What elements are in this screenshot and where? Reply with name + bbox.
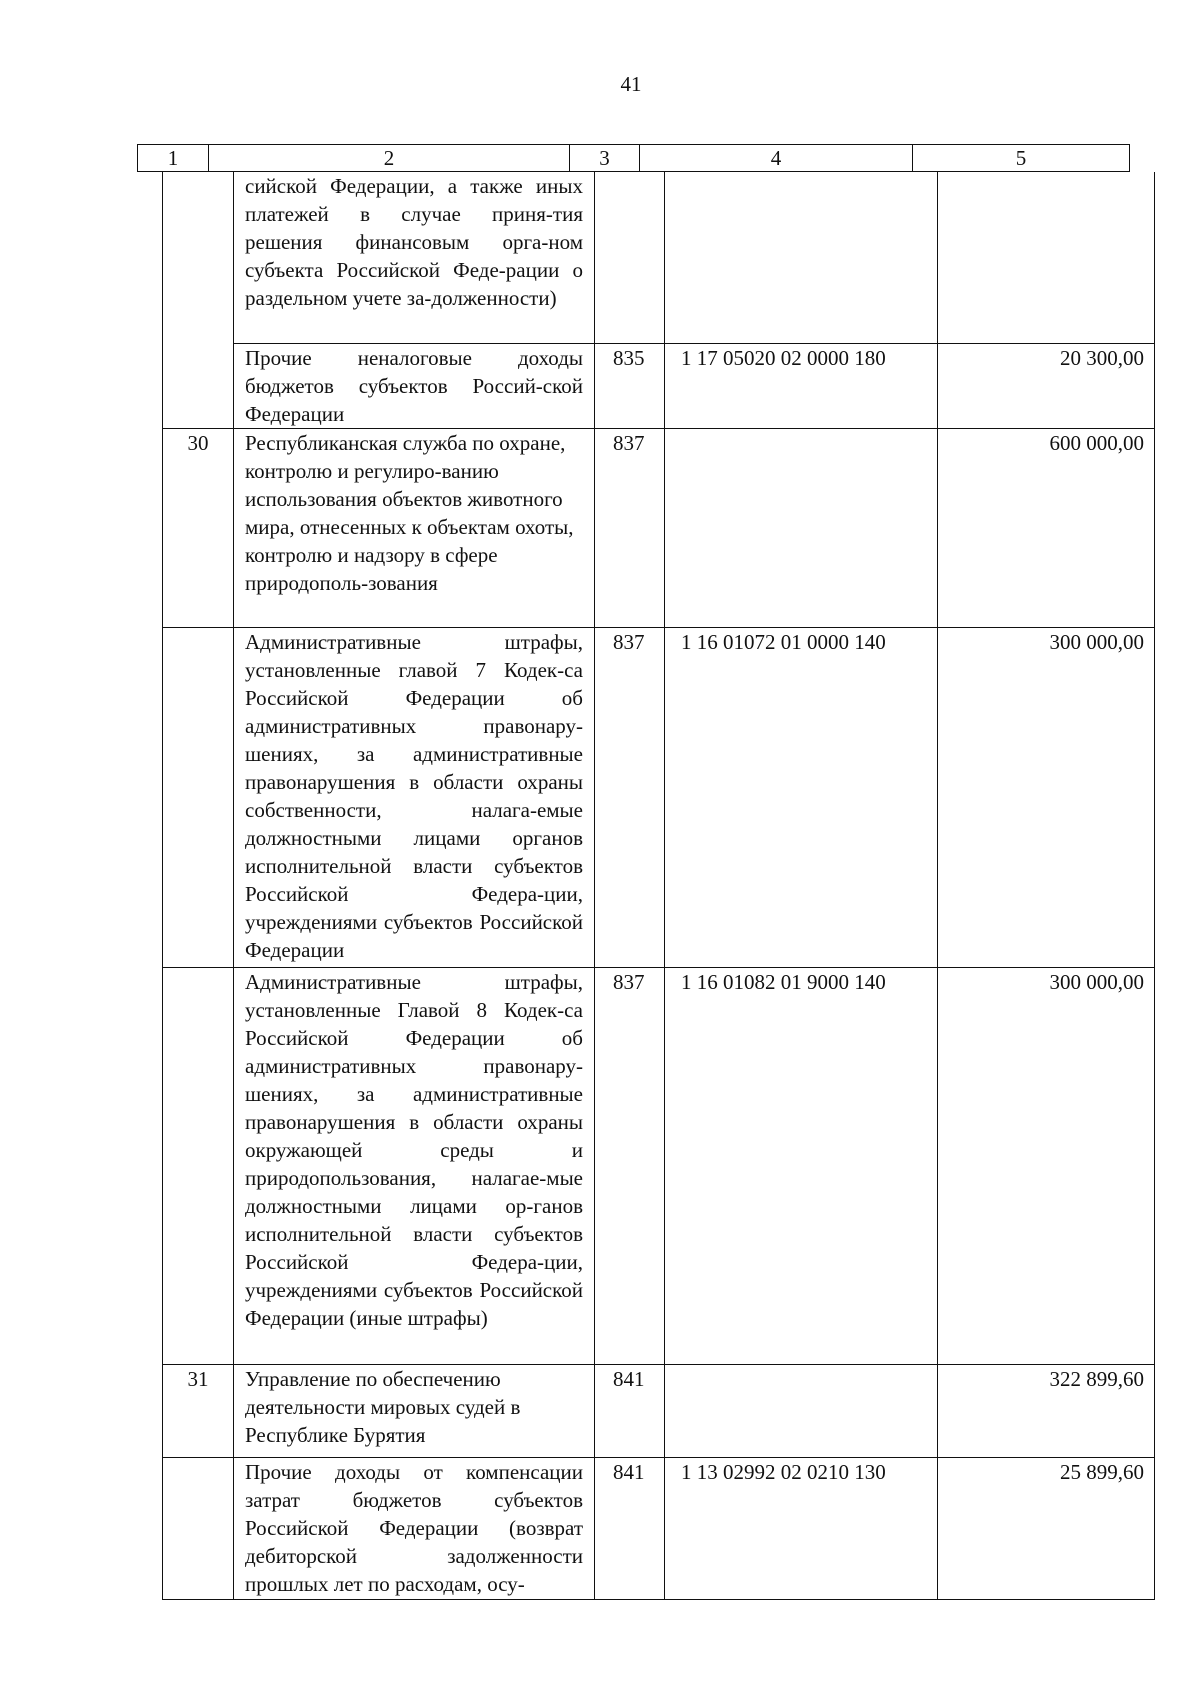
revenue-name: Прочие неналоговые доходы бюджетов субъектов Россий-ской Федерации	[234, 343, 595, 428]
header-col-5: 5	[913, 145, 1130, 172]
table-row	[163, 172, 1155, 343]
amount: 300 000,00	[938, 627, 1155, 967]
admin-code: 837	[595, 428, 665, 627]
admin-code: 837	[595, 627, 665, 967]
admin-code: 835	[595, 343, 665, 428]
table-row	[163, 428, 1155, 627]
amount: 20 300,00	[938, 343, 1155, 428]
amount: 322 899,60	[938, 1364, 1155, 1457]
table-row	[163, 1364, 1155, 1457]
budget-classification-code: 1 17 05020 02 0000 180	[665, 343, 938, 428]
budget-classification-code: 1 16 01072 01 0000 140	[665, 627, 938, 967]
row-number	[163, 172, 234, 428]
admin-code	[595, 172, 665, 343]
admin-code: 841	[595, 1457, 665, 1599]
header-col-4: 4	[640, 145, 913, 172]
row-number	[163, 1457, 234, 1599]
header-col-3: 3	[570, 145, 640, 172]
row-number: 31	[163, 1364, 234, 1457]
admin-code: 837	[595, 967, 665, 1364]
table-row	[163, 967, 1155, 1364]
revenue-name: Административные штрафы, установленные главой 7 Кодек-са Российской Федерации об административных правонару-шениях, за административные правонарушения в области охраны собственности, налага-емые должностными лицами органов исполнительной власти субъектов Российской Федера-ции, учреждениями субъектов Российской Федерации	[234, 627, 595, 967]
budget-classification-code	[665, 428, 938, 627]
header-row	[138, 145, 1130, 172]
header-col-1: 1	[138, 145, 209, 172]
amount: 25 899,60	[938, 1457, 1155, 1599]
amount: 600 000,00	[938, 428, 1155, 627]
budget-classification-code	[665, 172, 938, 343]
revenue-name: Прочие доходы от компенсации затрат бюджетов субъектов Российской Федерации (возврат дебиторской задолженности прошлых лет по расходам, осу-	[234, 1457, 595, 1599]
revenue-name: Республиканская служба по охране, контролю и регулиро-ванию использования объектов животного мира, отнесенных к объектам охоты, контролю и надзору в сфере природополь-зования	[234, 428, 595, 627]
revenue-name: сийской Федерации, а также иных платежей в случае приня-тия решения финансовым орга-ном субъекта Российской Феде-рации о раздельном учете за-долженности)	[234, 172, 595, 343]
row-number	[163, 627, 234, 967]
row-number	[163, 967, 234, 1364]
revenue-name: Управление по обеспечению деятельности мировых судей в Республике Бурятия	[234, 1364, 595, 1457]
budget-classification-code: 1 16 01082 01 9000 140	[665, 967, 938, 1364]
page-number: 41	[620, 72, 642, 96]
table-row	[163, 343, 1155, 428]
budget-classification-code: 1 13 02992 02 0210 130	[665, 1457, 938, 1599]
table-row	[163, 1457, 1155, 1599]
row-number: 30	[163, 428, 234, 627]
budget-classification-code	[665, 1364, 938, 1457]
amount: 300 000,00	[938, 967, 1155, 1364]
amount	[938, 172, 1155, 343]
table-row	[163, 627, 1155, 967]
header-col-2: 2	[209, 145, 570, 172]
admin-code: 841	[595, 1364, 665, 1457]
revenue-name: Административные штрафы, установленные Главой 8 Кодек-са Российской Федерации об административных правонару-шениях, за административные правонарушения в области охраны окружающей среды и природопользования, налагае-мые должностными лицами ор-ганов исполнительной власти субъектов Российской Федера-ции, учреждениями субъектов Российской Федерации (иные штрафы)	[234, 967, 595, 1364]
revenue-table	[162, 172, 1155, 1600]
column-number-header	[137, 144, 1130, 172]
